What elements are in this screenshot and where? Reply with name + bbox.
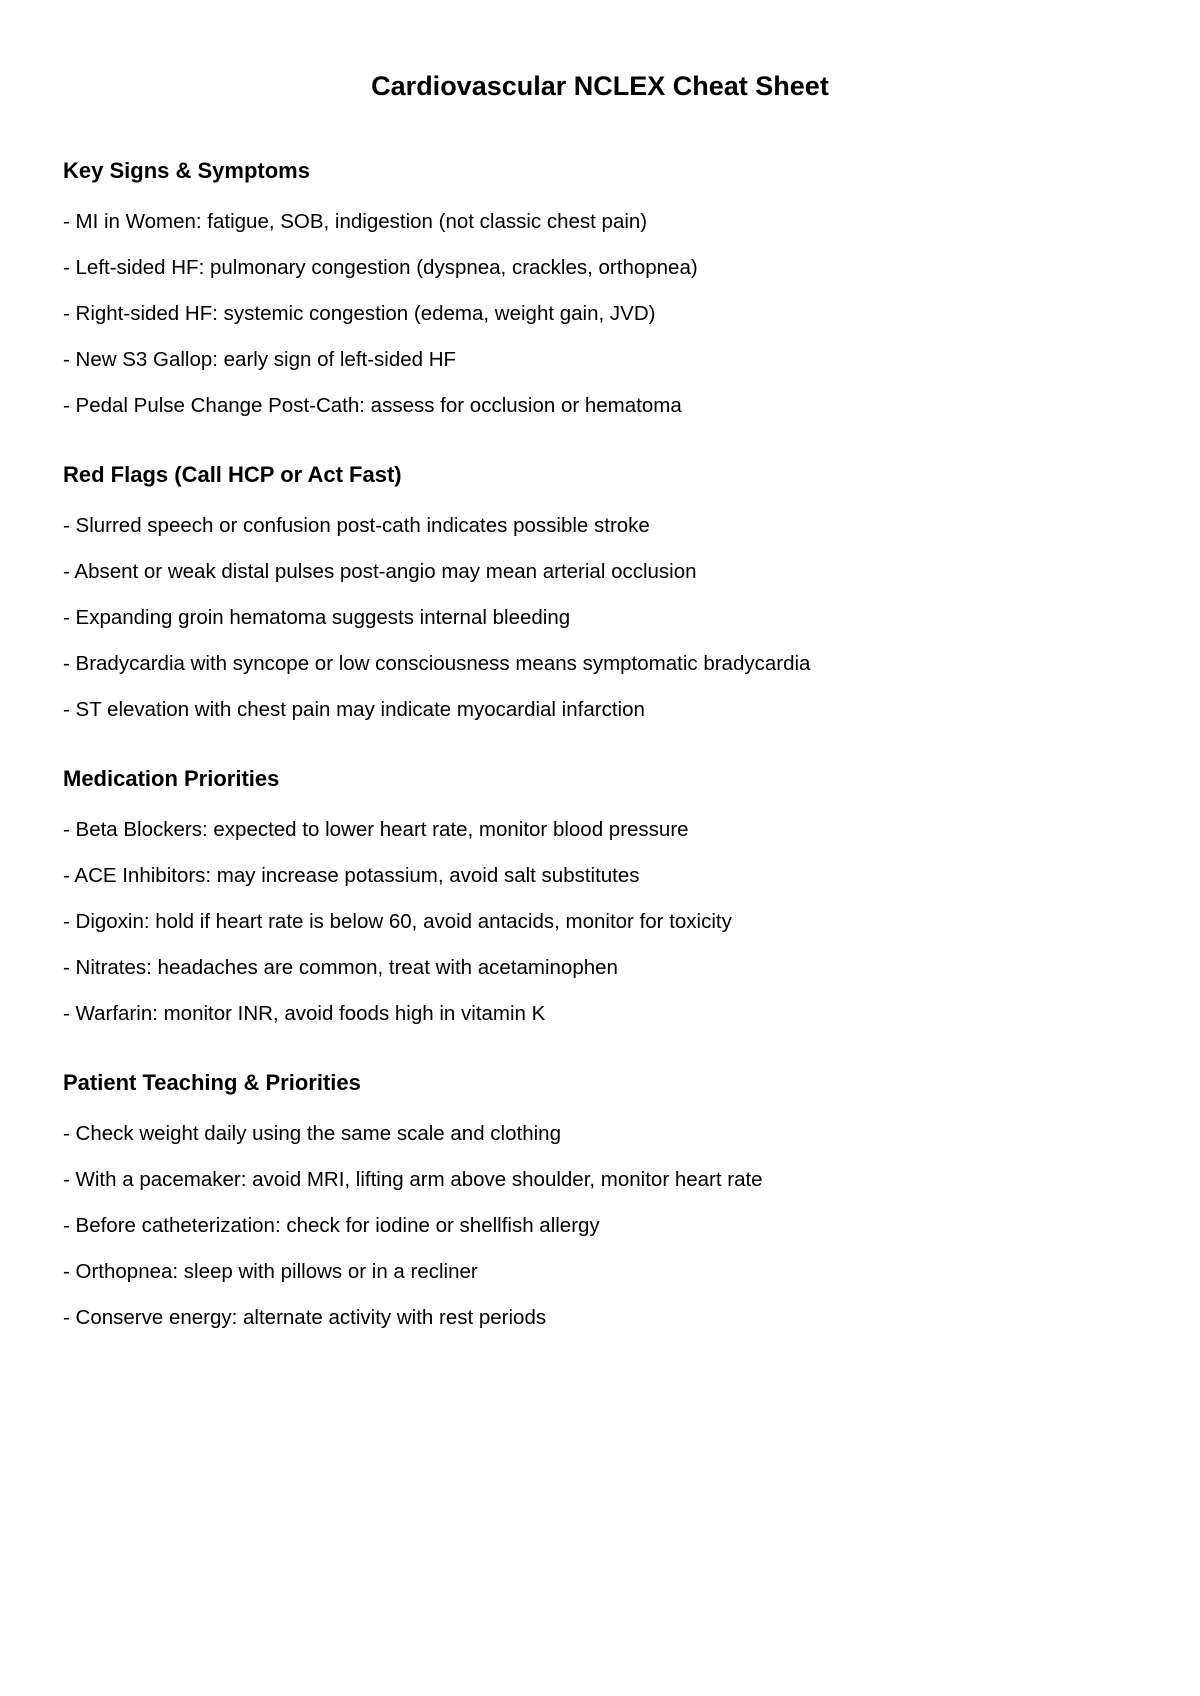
list-item: - With a pacemaker: avoid MRI, lifting arm above shoulder, monitor heart rate: [63, 1168, 763, 1191]
item-list: [63, 1119, 1143, 1333]
list-item: - Beta Blockers: expected to lower heart rate, monitor blood pressure: [63, 818, 689, 841]
list-item: - Orthopnea: sleep with pillows or in a recliner: [63, 1260, 478, 1283]
item-list: [63, 815, 1143, 1029]
list-item: - Bradycardia with syncope or low consciousness means symptomatic bradycardia: [63, 652, 811, 675]
section-heading: Red Flags (Call HCP or Act Fast): [63, 462, 402, 487]
list-item: - Nitrates: headaches are common, treat with acetaminophen: [63, 956, 618, 979]
list-item: - Right-sided HF: systemic congestion (edema, weight gain, JVD): [63, 302, 656, 325]
list-item: - Check weight daily using the same scale and clothing: [63, 1122, 561, 1145]
list-item: - ACE Inhibitors: may increase potassium, avoid salt substitutes: [63, 864, 640, 887]
item-list: [63, 511, 1143, 725]
list-item: - Absent or weak distal pulses post-angio may mean arterial occlusion: [63, 560, 697, 583]
list-item: - New S3 Gallop: early sign of left-sided HF: [63, 348, 457, 371]
list-item: - Digoxin: hold if heart rate is below 60, avoid antacids, monitor for toxicity: [63, 910, 732, 933]
list-item: - Left-sided HF: pulmonary congestion (dyspnea, crackles, orthopnea): [63, 256, 698, 279]
list-item: - ST elevation with chest pain may indicate myocardial infarction: [63, 698, 645, 721]
section-heading: Medication Priorities: [63, 766, 280, 791]
page-title: Cardiovascular NCLEX Cheat Sheet: [371, 71, 829, 101]
list-item: - Warfarin: monitor INR, avoid foods high in vitamin K: [63, 1002, 546, 1025]
section-key-signs-symptoms: [63, 156, 1143, 421]
section-heading: Patient Teaching & Priorities: [63, 1070, 361, 1095]
section-red-flags: [63, 460, 1143, 725]
section-heading: Key Signs & Symptoms: [63, 158, 310, 183]
list-item: - Pedal Pulse Change Post-Cath: assess for occlusion or hematoma: [63, 394, 682, 417]
list-item: - Slurred speech or confusion post-cath indicates possible stroke: [63, 514, 650, 537]
list-item: - Expanding groin hematoma suggests internal bleeding: [63, 606, 571, 629]
section-patient-teaching: [63, 1068, 1143, 1333]
list-item: - Conserve energy: alternate activity with rest periods: [63, 1306, 547, 1329]
list-item: - MI in Women: fatigue, SOB, indigestion (not classic chest pain): [63, 210, 648, 233]
item-list: [63, 207, 1143, 421]
list-item: - Before catheterization: check for iodine or shellfish allergy: [63, 1214, 600, 1237]
section-medication-priorities: [63, 764, 1143, 1029]
